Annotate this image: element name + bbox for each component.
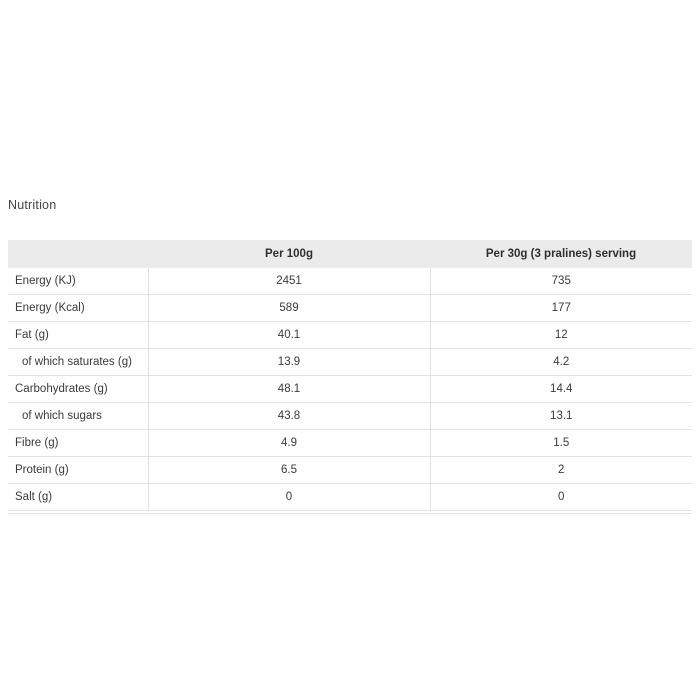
nutrient-label: of which saturates (g) [8,349,148,376]
table-header-row [8,240,692,268]
table-row [8,484,692,511]
table-body [8,268,692,511]
value-per-100g: 48.1 [148,376,430,403]
value-per-100g: 13.9 [148,349,430,376]
value-per-100g: 40.1 [148,322,430,349]
table-row [8,268,692,295]
nutrient-label: Protein (g) [8,457,148,484]
nutrition-table [8,240,692,511]
nutrient-label: Energy (Kcal) [8,295,148,322]
value-per-serving: 0 [430,484,692,511]
table-row [8,322,692,349]
nutrient-label: Fat (g) [8,322,148,349]
bottom-divider [8,513,692,514]
nutrient-label: Carbohydrates (g) [8,376,148,403]
value-per-serving: 12 [430,322,692,349]
value-per-serving: 14.4 [430,376,692,403]
nutrient-label: Salt (g) [8,484,148,511]
column-header-per-serving: Per 30g (3 pralines) serving [430,240,692,268]
table-row [8,376,692,403]
value-per-serving: 13.1 [430,403,692,430]
nutrition-table-container [8,240,692,511]
value-per-serving: 735 [430,268,692,295]
table-row [8,295,692,322]
page-title: Nutrition [8,198,57,212]
value-per-serving: 177 [430,295,692,322]
table-row [8,457,692,484]
table-row [8,403,692,430]
table-row [8,430,692,457]
value-per-serving: 1.5 [430,430,692,457]
column-header-per-100g: Per 100g [148,240,430,268]
value-per-100g: 4.9 [148,430,430,457]
table-row [8,349,692,376]
value-per-serving: 4.2 [430,349,692,376]
nutrient-label: Energy (KJ) [8,268,148,295]
value-per-serving: 2 [430,457,692,484]
nutrient-label: of which sugars [8,403,148,430]
column-header-nutrient [8,240,148,268]
value-per-100g: 6.5 [148,457,430,484]
value-per-100g: 589 [148,295,430,322]
value-per-100g: 0 [148,484,430,511]
value-per-100g: 43.8 [148,403,430,430]
value-per-100g: 2451 [148,268,430,295]
nutrient-label: Fibre (g) [8,430,148,457]
table-header [8,240,692,268]
